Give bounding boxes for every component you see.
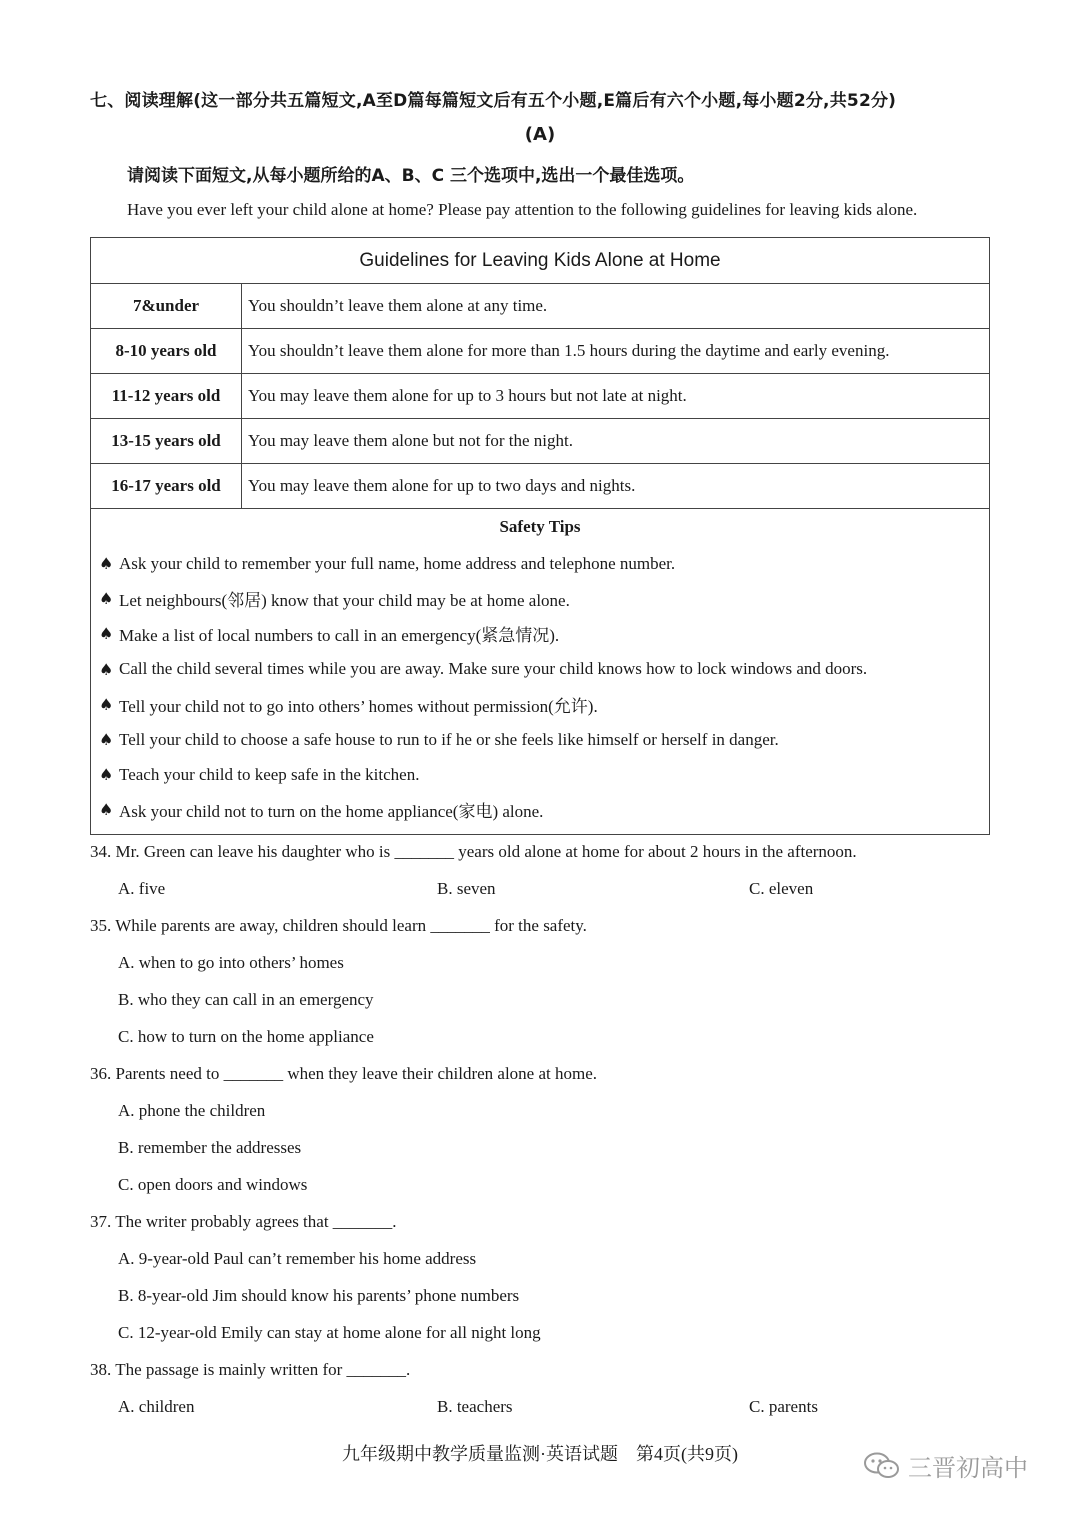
wechat-icon <box>862 1451 902 1481</box>
page-footer: 九年级期中教学质量监测·英语试题 第4页(共9页) <box>342 1444 738 1464</box>
tip-item <box>91 652 989 687</box>
option-34-a: A. five <box>118 879 166 898</box>
option-34-c: C. eleven <box>749 879 814 898</box>
safety-tips-cell <box>91 509 990 835</box>
tip-item <box>91 546 989 581</box>
tip-item <box>91 616 989 651</box>
watermark-text: 三晋初高中 <box>908 1454 1028 1482</box>
spade-bullet-icon: ♠ <box>99 589 114 609</box>
question-36: 36. Parents need to _______ when they leave their children alone at home. <box>90 1064 598 1083</box>
tip-item <box>91 722 989 757</box>
age-cell: 16-17 years old <box>91 464 242 509</box>
option-35-a: A. when to go into others’ homes <box>118 953 344 972</box>
table-row <box>91 464 990 509</box>
tip-text: Tell your child not to go into others’ homes without permission(允许). <box>119 696 598 716</box>
option-34-b: B. seven <box>437 879 496 898</box>
safety-tips-title: Safety Tips <box>499 517 581 536</box>
table-row <box>91 284 990 329</box>
table-caption: Guidelines for Leaving Kids Alone at Home <box>91 238 990 284</box>
tip-text: Make a list of local numbers to call in an emergency(紧急情况). <box>119 626 560 646</box>
spade-bullet-icon: ♠ <box>99 694 114 714</box>
table-row <box>91 419 990 464</box>
age-cell: 11-12 years old <box>91 374 242 419</box>
question-37: 37. The writer probably agrees that _______. <box>90 1212 397 1231</box>
passage-label: (A) <box>524 124 556 145</box>
rule-cell: You may leave them alone for up to 3 hours but not late at night. <box>242 374 990 419</box>
age-cell: 13-15 years old <box>91 419 242 464</box>
question-35: 35. While parents are away, children should learn _______ for the safety. <box>90 916 587 935</box>
rule-cell: You shouldn’t leave them alone for more than 1.5 hours during the daytime and early evening. <box>242 329 990 374</box>
rule-cell: You may leave them alone but not for the night. <box>242 419 990 464</box>
option-36-c: C. open doors and windows <box>118 1175 308 1194</box>
age-cell: 8-10 years old <box>91 329 242 374</box>
tip-text: Ask your child to remember your full name, home address and telephone number. <box>119 553 676 573</box>
guidelines-table <box>90 237 990 835</box>
tip-text: Ask your child not to turn on the home appliance(家电) alone. <box>119 802 544 822</box>
spade-bullet-icon: ♠ <box>99 800 114 820</box>
section-title: 七、阅读理解(这一部分共五篇短文,A至D篇每篇短文后有五个小题,E篇后有六个小题,每小题2分,共52分) <box>90 91 897 111</box>
tip-text: Tell your child to choose a safe house to run to if he or she feels like himself or herself in danger. <box>119 729 779 749</box>
tip-item <box>91 757 989 792</box>
spade-bullet-icon: ♠ <box>99 659 114 679</box>
rule-cell: You shouldn’t leave them alone at any time. <box>242 284 990 329</box>
table-row <box>91 329 990 374</box>
question-38: 38. The passage is mainly written for _______. <box>90 1360 411 1379</box>
option-38-c: C. parents <box>749 1397 818 1416</box>
option-36-a: A. phone the children <box>118 1101 266 1120</box>
tip-text: Let neighbours(邻居) know that your child may be at home alone. <box>119 591 570 611</box>
instruction: 请阅读下面短文,从每小题所给的A、B、C 三个选项中,选出一个最佳选项。 <box>127 166 695 186</box>
rule-cell: You may leave them alone for up to two days and nights. <box>242 464 990 509</box>
option-35-b: B. who they can call in an emergency <box>118 990 374 1009</box>
option-38-b: B. teachers <box>437 1397 513 1416</box>
age-cell: 7&under <box>91 284 242 329</box>
option-35-c: C. how to turn on the home appliance <box>118 1027 374 1046</box>
spade-bullet-icon: ♠ <box>99 624 114 644</box>
option-37-a: A. 9-year-old Paul can’t remember his home address <box>118 1249 477 1268</box>
option-36-b: B. remember the addresses <box>118 1138 302 1157</box>
option-38-a: A. children <box>118 1397 195 1416</box>
watermark <box>862 1448 1028 1483</box>
spade-bullet-icon: ♠ <box>99 765 114 785</box>
tip-item <box>91 687 989 722</box>
intro-text: Have you ever left your child alone at home? Please pay attention to the following guidelines for leaving kids alone. <box>127 200 918 219</box>
question-34: 34. Mr. Green can leave his daughter who is _______ years old alone at home for about 2 hours in the afternoon. <box>90 842 857 861</box>
option-37-c: C. 12-year-old Emily can stay at home alone for all night long <box>118 1323 541 1342</box>
tip-item <box>91 581 989 616</box>
spade-bullet-icon: ♠ <box>99 554 114 574</box>
tip-item <box>91 792 989 827</box>
tip-text: Teach your child to keep safe in the kitchen. <box>119 764 420 784</box>
tip-text: Call the child several times while you are away. Make sure your child knows how to lock windows and doors. <box>119 659 868 679</box>
option-37-b: B. 8-year-old Jim should know his parents’ phone numbers <box>118 1286 520 1305</box>
spade-bullet-icon: ♠ <box>99 730 114 750</box>
table-row <box>91 374 990 419</box>
